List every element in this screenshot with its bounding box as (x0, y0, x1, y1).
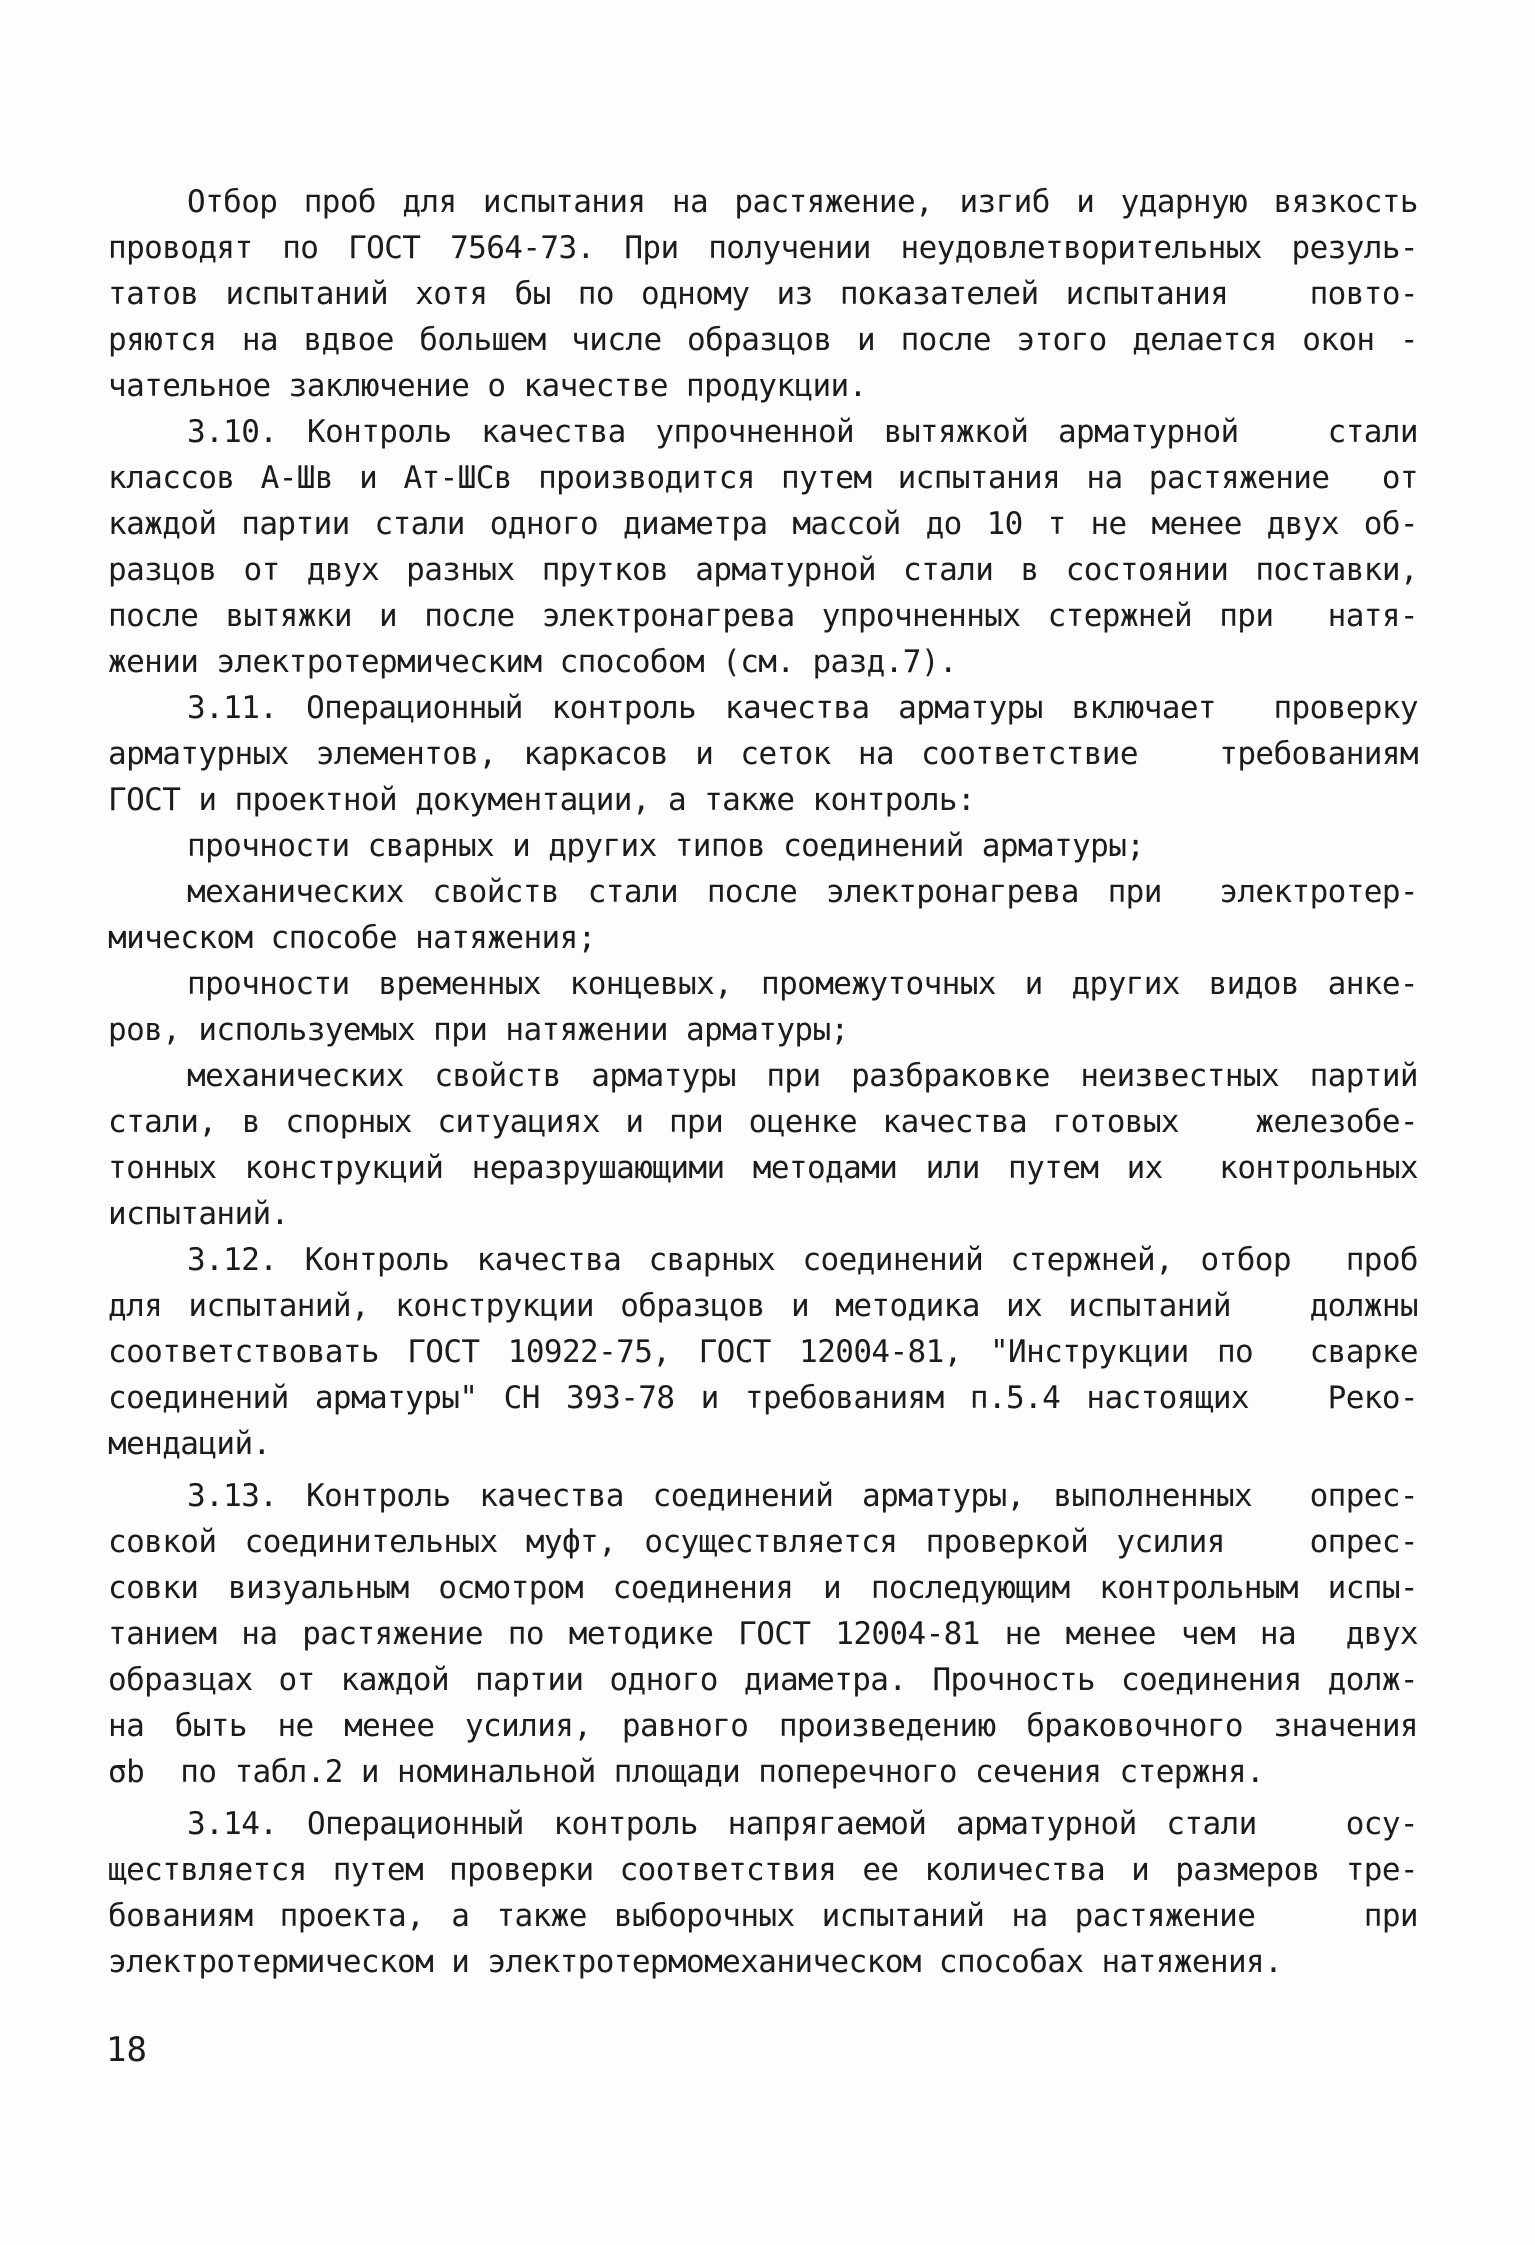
text-line: 3.11. Операционный контроль качества арматуры включает проверку (187, 690, 1418, 726)
text-line: Отбор проб для испытания на растяжение, изгиб и ударную вязкость (187, 184, 1418, 220)
text-line: совки визуальным осмотром соединения и последующим контрольным испы- (108, 1570, 1418, 1606)
text-line: механических свойств арматуры при разбраковке неизвестных партий (187, 1058, 1418, 1094)
text-line: танием на растяжение по методике ГОСТ 12004-81 не менее чем на двух (108, 1616, 1418, 1652)
text-line: 3.14. Операционный контроль напрягаемой арматурной стали осу- (187, 1806, 1418, 1842)
text-line: каждой партии стали одного диаметра массой до 10 т не менее двух об- (108, 506, 1418, 542)
text-line: ров, используемых при натяжении арматуры; (108, 1012, 849, 1048)
text-line: после вытяжки и после электронагрева упрочненных стержней при натя- (108, 598, 1418, 634)
text-line: 3.13. Контроль качества соединений арматуры, выполненных опрес- (187, 1478, 1418, 1514)
text-line: разцов от двух разных прутков арматурной стали в состоянии поставки, (108, 552, 1418, 588)
text-line: механических свойств стали после электронагрева при электротер- (187, 874, 1418, 910)
text-line: тонных конструкций неразрушающими методами или путем их контрольных (108, 1150, 1418, 1186)
text-line: мическом способе натяжения; (108, 920, 596, 956)
text-line: соединений арматуры" СН 393-78 и требованиям п.5.4 настоящих Реко- (108, 1380, 1418, 1416)
text-line: 3.10. Контроль качества упрочненной вытяжкой арматурной стали (187, 414, 1418, 450)
text-line: классов А-Шв и Ат-ШСв производится путем испытания на растяжение от (108, 460, 1418, 496)
text-line: электротермическом и электротермомеханическом способах натяжения. (108, 1944, 1283, 1980)
text-line: чательное заключение о качестве продукции. (108, 368, 867, 404)
text-line: совкой соединительных муфт, осуществляется проверкой усилия опрес- (108, 1524, 1418, 1560)
text-line: жении электротермическим способом (см. разд.7). (108, 644, 957, 680)
text-line: испытаний. (108, 1196, 289, 1232)
text-line: прочности сварных и других типов соединений арматуры; (187, 828, 1145, 864)
text-line: ществляется путем проверки соответствия ее количества и размеров тре- (108, 1852, 1418, 1888)
text-line: ГОСТ и проектной документации, а также контроль: (108, 782, 976, 818)
text-line: мендаций. (108, 1426, 271, 1462)
text-line: стали, в спорных ситуациях и при оценке качества готовых железобе- (108, 1104, 1418, 1140)
text-line: прочности временных концевых, промежуточных и других видов анке- (187, 966, 1418, 1002)
text-line: на быть не менее усилия, равного произведению браковочного значения (108, 1708, 1418, 1744)
text-line: арматурных элементов, каркасов и сеток на соответствие требованиям (108, 736, 1418, 772)
page-number: 18 (106, 2030, 147, 2070)
text-line: для испытаний, конструкции образцов и методика их испытаний должны (108, 1288, 1418, 1324)
text-line: проводят по ГОСТ 7564-73. При получении неудовлетворительных резуль- (108, 230, 1418, 266)
text-line: бованиям проекта, а также выборочных испытаний на растяжение при (108, 1898, 1418, 1934)
text-line: образцах от каждой партии одного диаметра. Прочность соединения долж- (108, 1662, 1418, 1698)
text-line: ряются на вдвое большем числе образцов и после этого делается окон - (108, 322, 1418, 358)
text-line: 3.12. Контроль качества сварных соединений стержней, отбор проб (187, 1242, 1418, 1278)
text-line: татов испытаний хотя бы по одному из показателей испытания повто- (108, 276, 1418, 312)
text-line: σb по табл.2 и номинальной площади поперечного сечения стержня. (108, 1754, 1265, 1790)
text-line: соответствовать ГОСТ 10922-75, ГОСТ 12004-81, "Инструкции по сварке (108, 1334, 1418, 1370)
